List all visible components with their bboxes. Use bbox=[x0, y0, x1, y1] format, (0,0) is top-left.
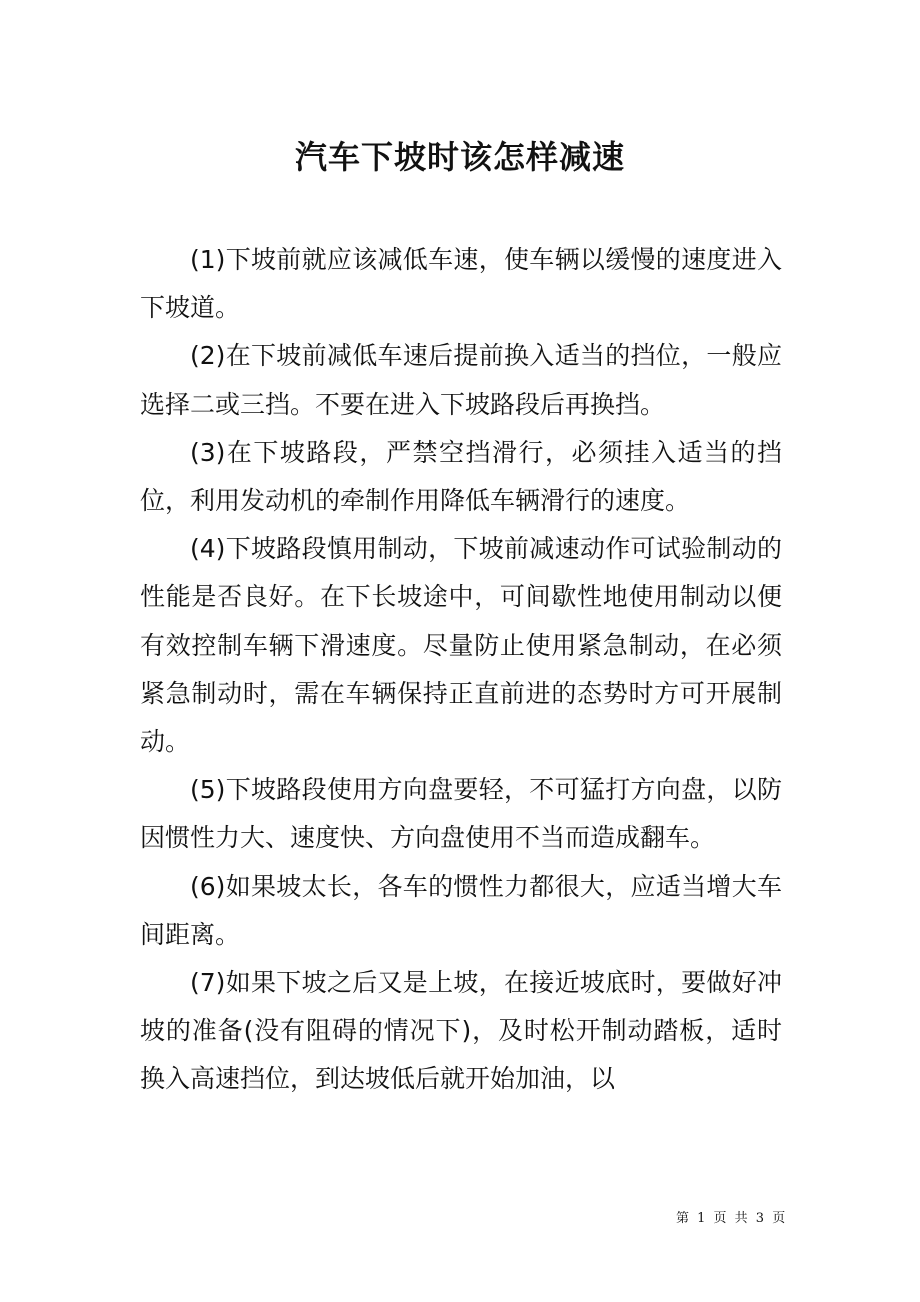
paragraph-6: (6)如果坡太长，各车的惯性力都很大，应适当增大车间距离。 bbox=[140, 871, 782, 949]
page-number-footer: 第 1 页 共 3 页 bbox=[676, 1211, 788, 1226]
document-title: 汽车下坡时该怎样减速 bbox=[294, 138, 625, 176]
paragraph-2: (2)在下坡前减低车速后提前换入适当的挡位，一般应选择二或三挡。不要在进入下坡路段后再换挡。 bbox=[140, 341, 782, 419]
document-body bbox=[140, 236, 782, 1104]
paragraph-7: (7)如果下坡之后又是上坡，在接近坡底时，要做好冲坡的准备(没有阻碍的情况下)，及时松开制动踏板，适时换入高速挡位，到达坡低后就开始加油，以 bbox=[140, 968, 782, 1094]
paragraph-5: (5)下坡路段使用方向盘要轻，不可猛打方向盘，以防因惯性力大、速度快、方向盘使用不当而造成翻车。 bbox=[140, 775, 782, 853]
paragraph-3: (3)在下坡路段，严禁空挡滑行，必须挂入适当的挡位，利用发动机的牵制作用降低车辆滑行的速度。 bbox=[140, 437, 782, 516]
paragraph-4: (4)下坡路段慎用制动，下坡前减速动作可试验制动的性能是否良好。在下长坡途中，可间歇性地使用制动以便有效控制车辆下滑速度。尽量防止使用紧急制动，在必须紧急制动时，需在车辆保持正直前进的态势时方可开展制动。 bbox=[140, 534, 782, 757]
paragraph-1: (1)下坡前就应该减低车速，使车辆以缓慢的速度进入下坡道。 bbox=[140, 245, 782, 323]
